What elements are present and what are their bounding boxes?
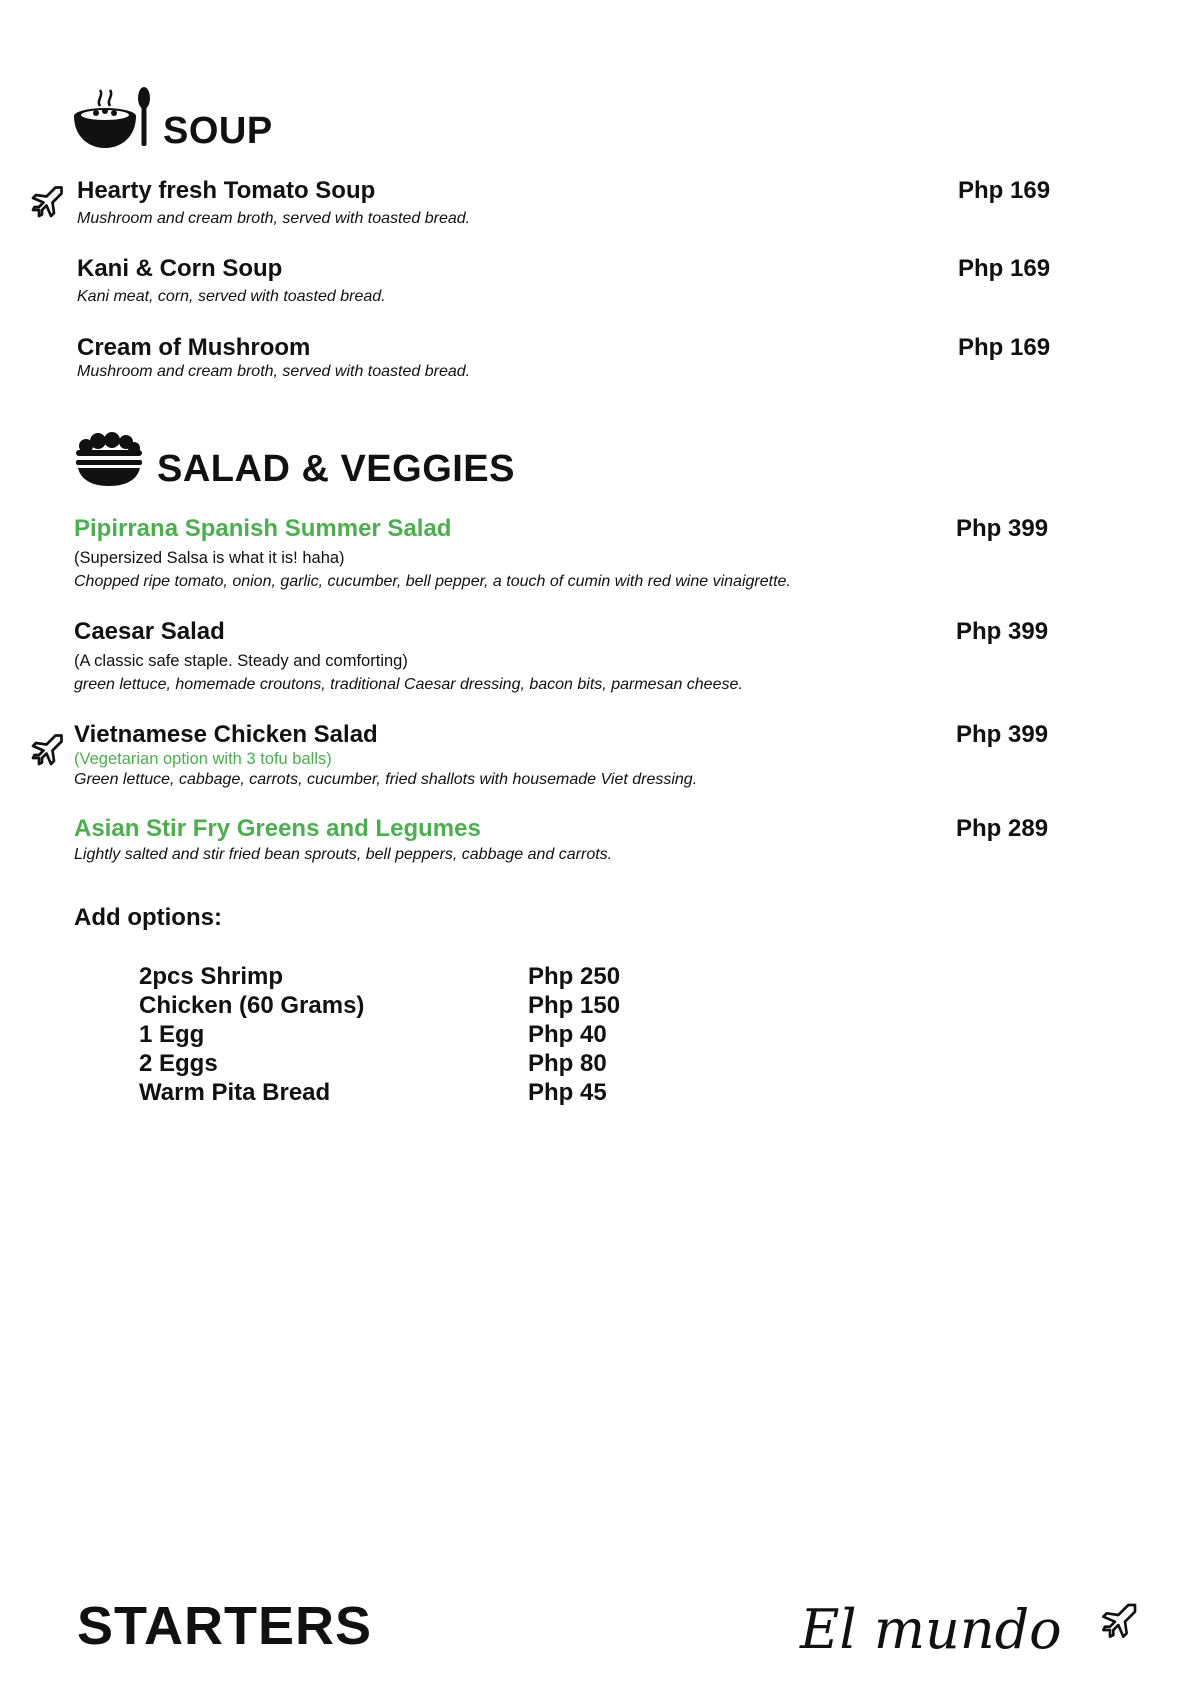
brand-logo-text: El mundo	[800, 1598, 1062, 1661]
add-options-list	[139, 962, 364, 1107]
add-option-price: Php 80	[528, 1050, 607, 1077]
menu-item-description: Lightly salted and stir fried bean sprouts, bell peppers, cabbage and carrots.	[74, 846, 613, 863]
add-option-name: 2 Eggs	[139, 1050, 218, 1077]
menu-item-name: Caesar Salad	[74, 618, 225, 645]
menu-item-price: Php 399	[956, 618, 1049, 645]
add-option-name: 1 Egg	[139, 1021, 205, 1048]
salad-section-title: SALAD & VEGGIES	[157, 448, 515, 490]
soup-section-title: SOUP	[163, 110, 273, 152]
menu-item-price: Php 169	[958, 334, 1051, 361]
menu-item-description: Mushroom and cream broth, served with toasted bread.	[77, 210, 471, 227]
add-option-name: 2pcs Shrimp	[139, 963, 284, 990]
salad-bowl-icon	[74, 432, 144, 488]
menu-item-note: (A classic safe staple. Steady and comforting)	[74, 652, 408, 670]
airplane-icon	[1100, 1600, 1140, 1640]
menu-item-name: Pipirrana Spanish Summer Salad	[74, 515, 452, 542]
menu-item-description: Mushroom and cream broth, served with toasted bread.	[77, 363, 471, 380]
menu-item-price: Php 169	[958, 255, 1051, 282]
menu-item-description: Chopped ripe tomato, onion, garlic, cucumber, bell pepper, a touch of cumin with red wine vinaigrette.	[74, 573, 791, 590]
menu-item-name: Asian Stir Fry Greens and Legumes	[74, 815, 481, 842]
airplane-icon	[30, 731, 66, 767]
menu-item-price: Php 169	[958, 177, 1051, 204]
menu-item-price: Php 399	[956, 515, 1049, 542]
add-options-prices	[528, 962, 620, 1107]
add-option-price: Php 45	[528, 1079, 607, 1106]
add-option-name: Warm Pita Bread	[139, 1079, 331, 1106]
add-option-price: Php 40	[528, 1021, 607, 1048]
add-option-name: Chicken (60 Grams)	[139, 992, 365, 1019]
menu-item-price: Php 289	[956, 815, 1049, 842]
page-category-title: STARTERS	[77, 1596, 373, 1656]
menu-item-price: Php 399	[956, 721, 1049, 748]
airplane-icon	[30, 183, 66, 219]
menu-item-name: Vietnamese Chicken Salad	[74, 721, 378, 748]
add-options-title: Add options:	[74, 904, 222, 931]
menu-item-name: Kani & Corn Soup	[77, 255, 283, 282]
menu-item-description: Green lettuce, cabbage, carrots, cucumber, fried shallots with housemade Viet dressing.	[74, 771, 698, 788]
menu-item-note: (Vegetarian option with 3 tofu balls)	[74, 750, 332, 768]
menu-item-description: green lettuce, homemade croutons, traditional Caesar dressing, bacon bits, parmesan cheese.	[74, 676, 743, 693]
menu-item-name: Hearty fresh Tomato Soup	[77, 177, 376, 204]
soup-bowl-icon	[72, 86, 152, 152]
menu-item-name: Cream of Mushroom	[77, 334, 311, 361]
add-option-price: Php 250	[528, 963, 621, 990]
menu-item-description: Kani meat, corn, served with toasted bread.	[77, 288, 386, 305]
add-option-price: Php 150	[528, 992, 621, 1019]
menu-item-note: (Supersized Salsa is what it is! haha)	[74, 549, 345, 567]
